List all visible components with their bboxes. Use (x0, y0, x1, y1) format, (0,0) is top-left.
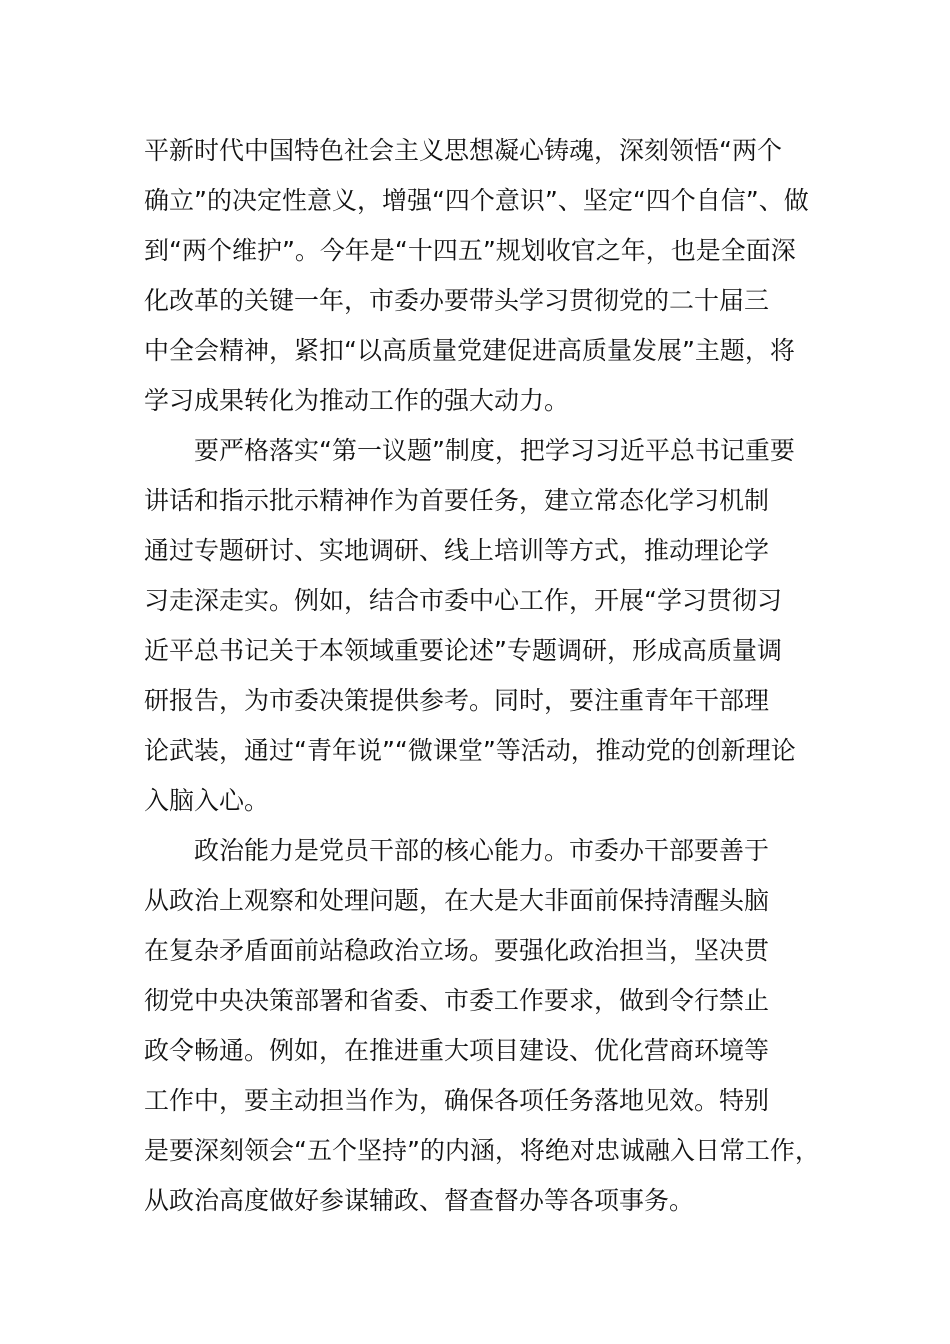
paragraph-2-line-6: 研报告，为市委决策提供参考。同时，要注重青年干部理 (144, 686, 770, 715)
paragraph-2-line-1: 要严格落实“第一议题”制度，把学习习近平总书记重要 (194, 436, 795, 465)
paragraph-3-line-5: 政令畅通。例如，在推进重大项目建设、优化营商环境等 (144, 1036, 770, 1065)
paragraph-3-line-6: 工作中，要主动担当作为，确保各项任务落地见效。特别 (144, 1086, 770, 1115)
paragraph-2-line-8: 入脑入心。 (144, 786, 270, 815)
paragraph-1-line-1: 平新时代中国特色社会主义思想凝心铸魂，深刻领悟“两个 (144, 136, 782, 165)
paragraph-2-line-7: 论武装，通过“青年说”“微课堂”等活动，推动党的创新理论 (144, 736, 796, 765)
paragraph-2-line-4: 习走深走实。例如，结合市委中心工作，开展“学习贯彻习 (144, 586, 782, 615)
paragraph-2-line-2: 讲话和指示批示精神作为首要任务，建立常态化学习机制 (144, 486, 770, 515)
paragraph-3-line-7: 是要深刻领会“五个坚持”的内涵，将绝对忠诚融入日常工作， (144, 1136, 820, 1165)
paragraph-3-line-8: 从政治高度做好参谋辅政、督查督办等各项事务。 (144, 1186, 695, 1215)
paragraph-2-line-3: 通过专题研讨、实地调研、线上培训等方式，推动理论学 (144, 536, 770, 565)
paragraph-1-line-5: 中全会精神，紧扣“以高质量党建促进高质量发展”主题，将 (144, 336, 795, 365)
paragraph-3-line-1: 政治能力是党员干部的核心能力。市委办干部要善于 (194, 836, 770, 865)
body-text (144, 126, 844, 1226)
paragraph-1-line-3: 到“两个维护”。今年是“十四五”规划收官之年，也是全面深 (144, 236, 796, 265)
paragraph-3-line-3: 在复杂矛盾面前站稳政治立场。要强化政治担当，坚决贯 (144, 936, 770, 965)
paragraph-1-line-2: 确立”的决定性意义，增强“四个意识”、坚定“四个自信”、做 (144, 186, 809, 215)
paragraph-1-line-6: 学习成果转化为推动工作的强大动力。 (144, 386, 570, 415)
paragraph-1-line-4: 化改革的关键一年，市委办要带头学习贯彻党的二十届三 (144, 286, 770, 315)
paragraph-3-line-2: 从政治上观察和处理问题，在大是大非面前保持清醒头脑 (144, 886, 770, 915)
paragraph-3-line-4: 彻党中央决策部署和省委、市委工作要求，做到令行禁止 (144, 986, 770, 1015)
paragraph-2-line-5: 近平总书记关于本领域重要论述”专题调研，形成高质量调 (144, 636, 782, 665)
